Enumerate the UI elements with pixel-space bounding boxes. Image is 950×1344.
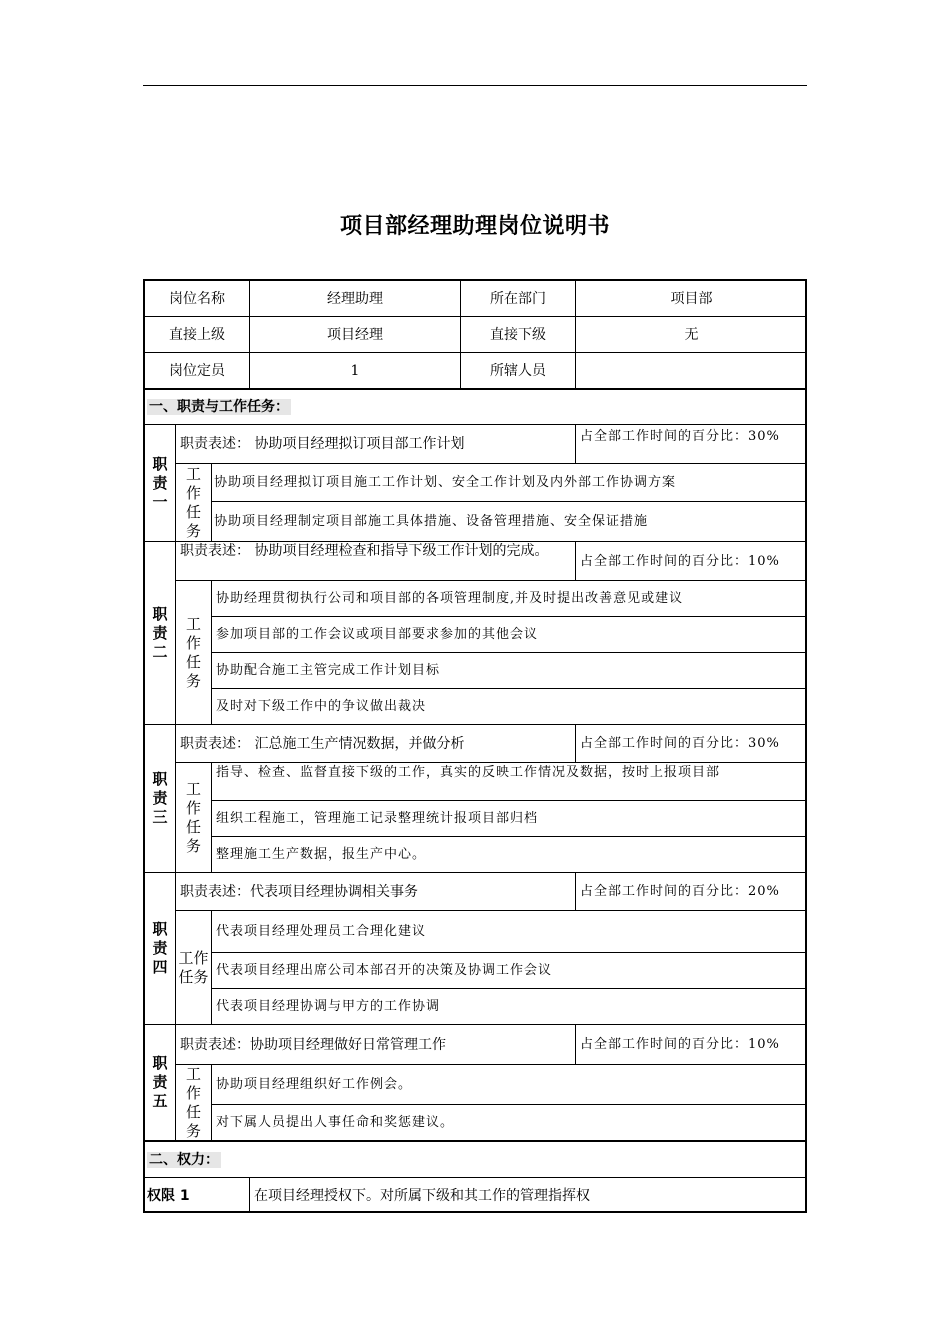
duty-1-task-1: 协助项目经理拟订项目施工工作计划、安全工作计划及内外部工作协调方案 — [212, 464, 807, 502]
duty-3-task-label: 工作任务 — [176, 763, 212, 873]
header-rule — [143, 85, 807, 86]
label-department: 所在部门 — [461, 281, 576, 317]
duty-4-percent: 占全部工作时间的百分比：20% — [576, 873, 807, 911]
duty-4-task-label: 工作任务 — [176, 911, 212, 1025]
duty-4-task-3: 代表项目经理协调与甲方的工作协调 — [212, 989, 807, 1025]
duty-3-percent: 占全部工作时间的百分比：30% — [576, 725, 807, 763]
duty-3-label: 职责三 — [145, 725, 176, 873]
duty-2-task-4: 及时对下级工作中的争议做出裁决 — [212, 689, 807, 725]
label-staff: 所辖人员 — [461, 353, 576, 390]
page-title: 项目部经理助理岗位说明书 — [339, 214, 610, 239]
duty-5-label: 职责五 — [145, 1025, 176, 1142]
duty-5-task-1: 协助项目经理组织好工作例会。 — [212, 1065, 807, 1105]
duty-1-label: 职责一 — [145, 425, 176, 542]
duty-4-task-2: 代表项目经理出席公司本部召开的决策及协调工作会议 — [212, 953, 807, 989]
duty-1-percent: 占全部工作时间的百分比：30% — [576, 425, 807, 464]
duty-3-task-1: 指导、检查、监督直接下级的工作，真实的反映工作情况及数据，按时上报项目部 — [212, 763, 807, 801]
duty-2-task-label: 工作任务 — [176, 581, 212, 725]
duty-2-desc: 职责表述： 协助项目经理检查和指导下级工作计划的完成。 — [176, 542, 576, 581]
duty-5-task-2: 对下属人员提出人事任命和奖惩建议。 — [212, 1105, 807, 1142]
power-1-text: 在项目经理授权下。对所属下级和其工作的管理指挥权 — [254, 1187, 590, 1204]
duty-2-task-3: 协助配合施工主管完成工作计划目标 — [212, 653, 807, 689]
duty-5-desc: 职责表述：协助项目经理做好日常管理工作 — [176, 1025, 576, 1065]
duty-3-task-2: 组织工程施工，管理施工记录整理统计报项目部归档 — [212, 801, 807, 837]
duty-2-task-2: 参加项目部的工作会议或项目部要求参加的其他会议 — [212, 617, 807, 653]
duty-1-task-2: 协助项目经理制定项目部施工具体措施、设备管理措施、安全保证措施 — [212, 502, 807, 542]
duty-2-task-1: 协助经理贯彻执行公司和项目部的各项管理制度,并及时提出改善意见或建议 — [212, 581, 807, 617]
label-headcount: 岗位定员 — [145, 353, 250, 390]
duty-4-desc: 职责表述：代表项目经理协调相关事务 — [176, 873, 576, 911]
section-duties-heading: 一、职责与工作任务： — [145, 390, 807, 425]
value-superior: 项目经理 — [250, 317, 461, 353]
label-subordinate: 直接下级 — [461, 317, 576, 353]
duty-3-desc: 职责表述： 汇总施工生产情况数据，并做分析 — [176, 725, 576, 763]
duty-2-percent: 占全部工作时间的百分比：10% — [576, 542, 807, 581]
duty-4-task-1: 代表项目经理处理员工合理化建议 — [212, 911, 807, 953]
value-staff — [576, 353, 807, 390]
label-superior: 直接上级 — [145, 317, 250, 353]
value-position-name: 经理助理 — [250, 281, 461, 317]
duty-1-desc: 职责表述： 协助项目经理拟订项目部工作计划 — [176, 425, 576, 464]
duty-3-task-3: 整理施工生产数据，报生产中心。 — [212, 837, 807, 873]
section-power-heading: 二、权力： — [145, 1142, 807, 1178]
label-position-name: 岗位名称 — [145, 281, 250, 317]
value-department: 项目部 — [576, 281, 807, 317]
duty-4-label: 职责四 — [145, 873, 176, 1025]
duty-2-label: 职责二 — [145, 542, 176, 725]
power-1-label: 权限 1 — [145, 1178, 250, 1213]
value-subordinate: 无 — [576, 317, 807, 353]
value-headcount: 1 — [250, 353, 461, 390]
job-description-table — [143, 279, 807, 1213]
duty-1-task-label: 工作任务 — [176, 464, 212, 542]
duty-5-percent: 占全部工作时间的百分比：10% — [576, 1025, 807, 1065]
duty-5-task-label: 工作任务 — [176, 1065, 212, 1142]
